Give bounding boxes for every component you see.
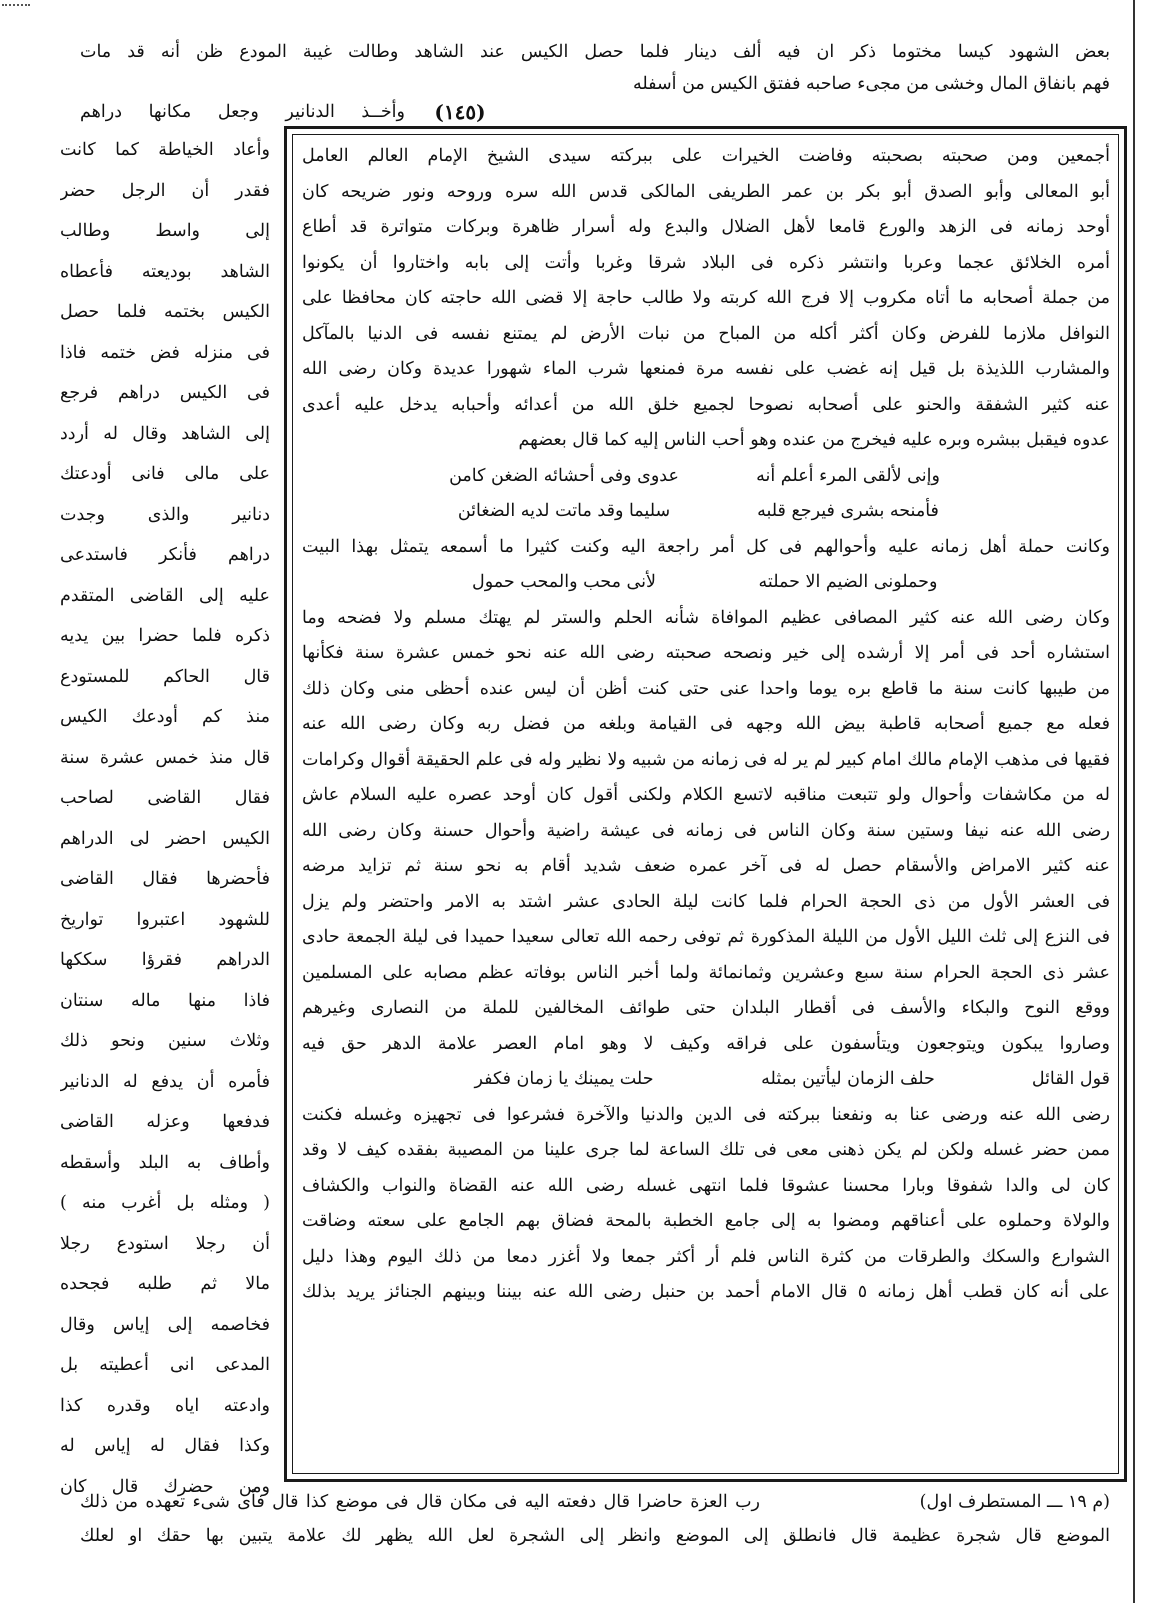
poem-verse	[422, 568, 990, 596]
side-column-line: على مالى فانى أودعتك	[60, 464, 270, 484]
framed-text-line: عشر ذى الحجة الحرام سنة سبع وعشرين وثمانمائة ولما أخبر الناس بوفاته عظم مصابه على المسلمين	[302, 962, 1110, 983]
side-column-line: المدعى انى أعطيته بل	[60, 1355, 270, 1375]
side-column-line: فأحضرها فقال القاضى	[60, 869, 270, 889]
framed-text-line: عنه كثير الامراض والأسقام حصل له فى آخر عمره ضعف شديد أقام به نحو سنة ثم تزايد مرضه	[302, 856, 1110, 876]
side-column-line: ومن حضرك قال كان	[60, 1476, 270, 1497]
page-edge-line	[1133, 0, 1135, 1603]
side-column-line: وثلاث سنين ونحو ذلك	[60, 1031, 270, 1051]
framed-text-line: الشوارع والسكك والطرقات من كثرة الناس فلم أر أكثر جمعا ولا أغزر دمعا من ذلك اليوم وهذا دليل	[302, 1246, 1110, 1267]
side-column-line: إلى الشاهد وقال له أردد	[60, 423, 270, 444]
bottom-line-2: الموضع قال شجرة عظيمة قال فانطلق إلى الموضع وانظر إلى الشجرة لعل الله يظهر لك علامة يتبين بها حقك او لعلك	[80, 1526, 1110, 1546]
side-column-line: فدفعها وعزله القاضى	[60, 1112, 270, 1132]
side-column-line: قال منذ خمس عشرة سنة	[60, 747, 270, 768]
bottom-line-1: رب العزة حاضرا قال دفعته اليه فى مكان قال فى موضع كذا قال فأى شىء تعهده من ذلك	[80, 1492, 760, 1512]
side-column-line: للشهود اعتبروا تواريخ	[60, 909, 270, 930]
side-column-line: إلى واسط وطالب	[60, 221, 270, 241]
framed-text-line: ووقع النوح والبكاء والأسف فى أقطار البلدان حتى طوائف المخالفين للملة من النصارى وغيرهم	[302, 998, 1110, 1018]
framed-text-line: وكانت حملة أهل زمانه عليه وأحوالهم فى كل أمر راجعة اليه وكنت كثيرا ما أسمعه يتمثل بهذا البيت	[302, 536, 1110, 557]
poem-verse	[422, 1065, 990, 1093]
poem-hemistich-second: سليما وقد ماتت لديه الضغائن	[457, 501, 671, 521]
framed-text-line: فعله مع جميع أصحابه قاطبة بيض الله وجهه فى القيامة وبلغه من فضل ربه وكان رضى الله عنه	[302, 714, 1110, 734]
side-column-line: مالا ثم طلبه فجحده	[60, 1274, 270, 1294]
framed-text-line: وكان رضى الله عنه كثير المصافى عظيم الموافاة شأنه الحلم والستر لم يهتك مسلم ولا فضحه وما	[302, 607, 1110, 628]
framed-text-line: فقيها فى مذهب الإمام مالك امام كبير لم ير له فى زمانه من شبيه ولا نظير وله فى علم الحقيقة أقوال وكرامات	[302, 749, 1110, 770]
side-column-line: دنانير والذى وجدت	[60, 504, 270, 525]
side-column-line: قال الحاكم للمستودع	[60, 666, 270, 687]
side-column-line: الدراهم فقرؤا سككها	[60, 950, 270, 970]
framed-text-line: على أنه كان قطب أهل زمانه ٥ قال الامام أحمد بن حنبل رضى الله عنه بيننا وبينهم الجنائز يريد بذلك	[302, 1282, 1110, 1302]
poem-hemistich-first: فأمنحه بشرى فيرجع قلبه	[757, 501, 939, 521]
side-column-line: الكيس احضر لى الدراهم	[60, 828, 270, 849]
framed-text-line: النوافل ملازما للفرض وكان أكثر أكله من المباح من نبات الأرض لم يمتنع نفسه فى الدنيا بالمآكل	[302, 323, 1110, 344]
framed-text-line: عدوه فيقبل ببشره وبره عليه فيخرج من عنده وهو أحب الناس إليه كما قال بعضهم	[518, 430, 1110, 450]
framed-text-line: أبو المعالى وأبو الصدق أبو بكر بن عمر الطريفى المالكى قدس الله سره وروحه ونور ضريحه كان	[302, 181, 1110, 202]
side-column-line: الشاهد بوديعته فأعطاه	[60, 261, 270, 282]
footer-signature: (م ١٩ ـــ المستطرف اول)	[919, 1492, 1110, 1512]
top-line-1: بعض الشهود كيسا مختوما ذكر ان فيه ألف دينار فلما حصل الكيس عند الشاهد وطالت غيبة المودع ظن أنه قد مات	[80, 42, 1110, 62]
side-column-line: وادعته اياه وقدره كذا	[60, 1395, 270, 1416]
side-column-line: فخاصمه إلى إياس وقال	[60, 1314, 270, 1335]
poem-hemistich-second: حلت يمينك يا زمان فكفر	[474, 1069, 654, 1089]
poem-hemistich-first: وإنى لألقى المرء أعلم أنه	[756, 465, 940, 486]
poem-hemistich-first: وحملونى الضيم الا حملته	[758, 572, 938, 592]
top-line-2: فهم بانفاق المال وخشى من مجىء صاحبه ففتق الكيس من أسفله	[632, 74, 1110, 94]
side-column-line: دراهم فأنكر فاستدعى	[60, 545, 270, 565]
side-column-line: منذ كم أودعك الكيس	[60, 707, 270, 727]
side-column-line: أن رجلا استودع رجلا	[60, 1233, 270, 1254]
side-column-line: فقال القاضى لصاحب	[60, 788, 270, 808]
side-column-line: وأطاف به البلد وأسقطه	[60, 1152, 270, 1173]
framed-text-line: من طيبها كانت سنة ما قاطع بره يوما واحدا عنى حتى كنت أظن أن ليس عنده أحظى منى وكان ذلك	[302, 678, 1110, 699]
framed-text-line: له من مكاشفات وأحوال ولو تتبعت مناقبه لاتسع الكلام ولكنى أقول كان أوحد عصره عليه السلام عاش	[302, 785, 1110, 805]
framed-text-line: أمره الخلائق عجما وعربا وانتشر ذكره فى البلاد شرقا وغربا وأتت إلى بابه واختاروا أن يكونوا	[302, 252, 1110, 273]
poem-hemistich-second: لأنى محب والمحب حمول	[472, 572, 656, 592]
framed-text-line: من جملة أصحابه ما أتاه مكروب إلا فرج الله كربته ولا طالب حاجة إلا قضى الله حاجته كان محافظا على	[302, 288, 1110, 308]
framed-text-line: فى النزع إلى ثلث الليل الأول من الليلة المذكورة ثم توفى رحمه الله تعالى سعيدا حميدا فى ليلة الجمعة حادى	[302, 927, 1110, 947]
side-column-line: فأمره أن يدفع له الدنانير	[60, 1071, 270, 1092]
side-column-line: ( ومثله بل أغرب منه )	[60, 1193, 270, 1213]
framed-text-line: والولاة وحملوه على أعناقهم ومضوا به إلى جامع الخطبة بالمحة فضاق بهم الجامع على سعته وضاقت	[302, 1211, 1110, 1231]
side-column-line: فقدر أن الرجل حضر	[60, 180, 270, 201]
framed-text-line: فى العشر الأول من ذى الحجة الحرام فلما كانت ليلة الحادى عشر اشتد به الامر واحتضر ولم يزل	[302, 891, 1110, 912]
poem-hemistich-first: حلف الزمان ليأتين بمثله	[761, 1069, 935, 1089]
poem-verse	[422, 497, 990, 525]
side-column-line: وكذا فقال له إياس له	[60, 1436, 270, 1456]
page-number: (١٤٥)	[434, 100, 486, 124]
framed-text-line: أجمعين ومن صحبته بصحبته وفاضت الخيرات على ببركته سيدى الشيخ الإمام العالم العامل	[302, 146, 1110, 166]
side-column-line: وأعاد الخياطة كما كانت	[60, 140, 270, 160]
poem-hemistich-second: عدوى وفى أحشائه الضغن كامن	[449, 465, 679, 486]
side-column-line: فى الكيس دراهم فرجع	[60, 383, 270, 403]
framed-text-line: عنه كثير الشفقة والحنو على أصحابه نصوحا لجميع خلق الله من أعدائه وأحبابه يدخل عليه أعدى	[302, 394, 1110, 415]
corner-mark	[2, 4, 30, 10]
top-line-2-tail: وأخــذ الدنانير وجعل مكانها دراهم	[80, 102, 405, 122]
framed-text-line: رضى الله عنه ورضى عنا به ونفعنا ببركته فى الدين والدنيا والآخرة فشرعوا فى تجهيزه وغسله فكنت	[302, 1104, 1110, 1125]
side-column-line: الكيس بختمه فلما حصل	[60, 302, 270, 322]
poem-verse	[422, 462, 990, 490]
framed-text-line: رضى الله عنه نيفا وستين سنة وكان الناس فى زمانه فى عيشة راضية وأحوال حسنة وكان رضى الله	[302, 820, 1110, 841]
side-column-line: ذكره فلما حضرا بين يديه	[60, 626, 270, 646]
framed-text-line: قول القائل	[1031, 1069, 1110, 1089]
framed-text-line: أوحد زمانه فى الزهد والورع قامعا لأهل الضلال والبدع وله أسرار ظاهرة وبركات متواترة قد أطاع	[302, 217, 1110, 237]
side-column-line: فاذا منها ماله سنتان	[60, 990, 270, 1011]
side-column-line: عليه إلى القاضى المتقدم	[60, 585, 270, 606]
framed-text-line: كان لى والدا شفوقا وبارا محسنا عشوقا فلما انتهى غسله رضى الله عنه القضاة والنواب والكشاف	[302, 1175, 1110, 1196]
framed-text-line: وصاروا يبكون ويتوجعون ويتأسفون على فراقه وكيف لا وهو امام العصر علامة الدهر حق فيه	[302, 1033, 1110, 1054]
framed-text-line: استشاره أحد فى أمر إلا أرشده إلى خير ونصحه صحبته رضى الله عنه نحو خمس عشرة سنة فكأنها	[302, 643, 1110, 663]
framed-text-line: والمشارب اللذيذة بل قيل إنه غضب على نفسه مرة فمنعها شرب الماء شهورا عديدة وكان رضى الله	[302, 359, 1110, 379]
framed-text-line: ممن حضر غسله ولكن لم يكن ذهنى معى فى تلك الساعة لما جرى علينا من المصيبة بفقده كيف لا وقد	[302, 1140, 1110, 1160]
side-column-line: فى منزله فض ختمه فاذا	[60, 342, 270, 363]
